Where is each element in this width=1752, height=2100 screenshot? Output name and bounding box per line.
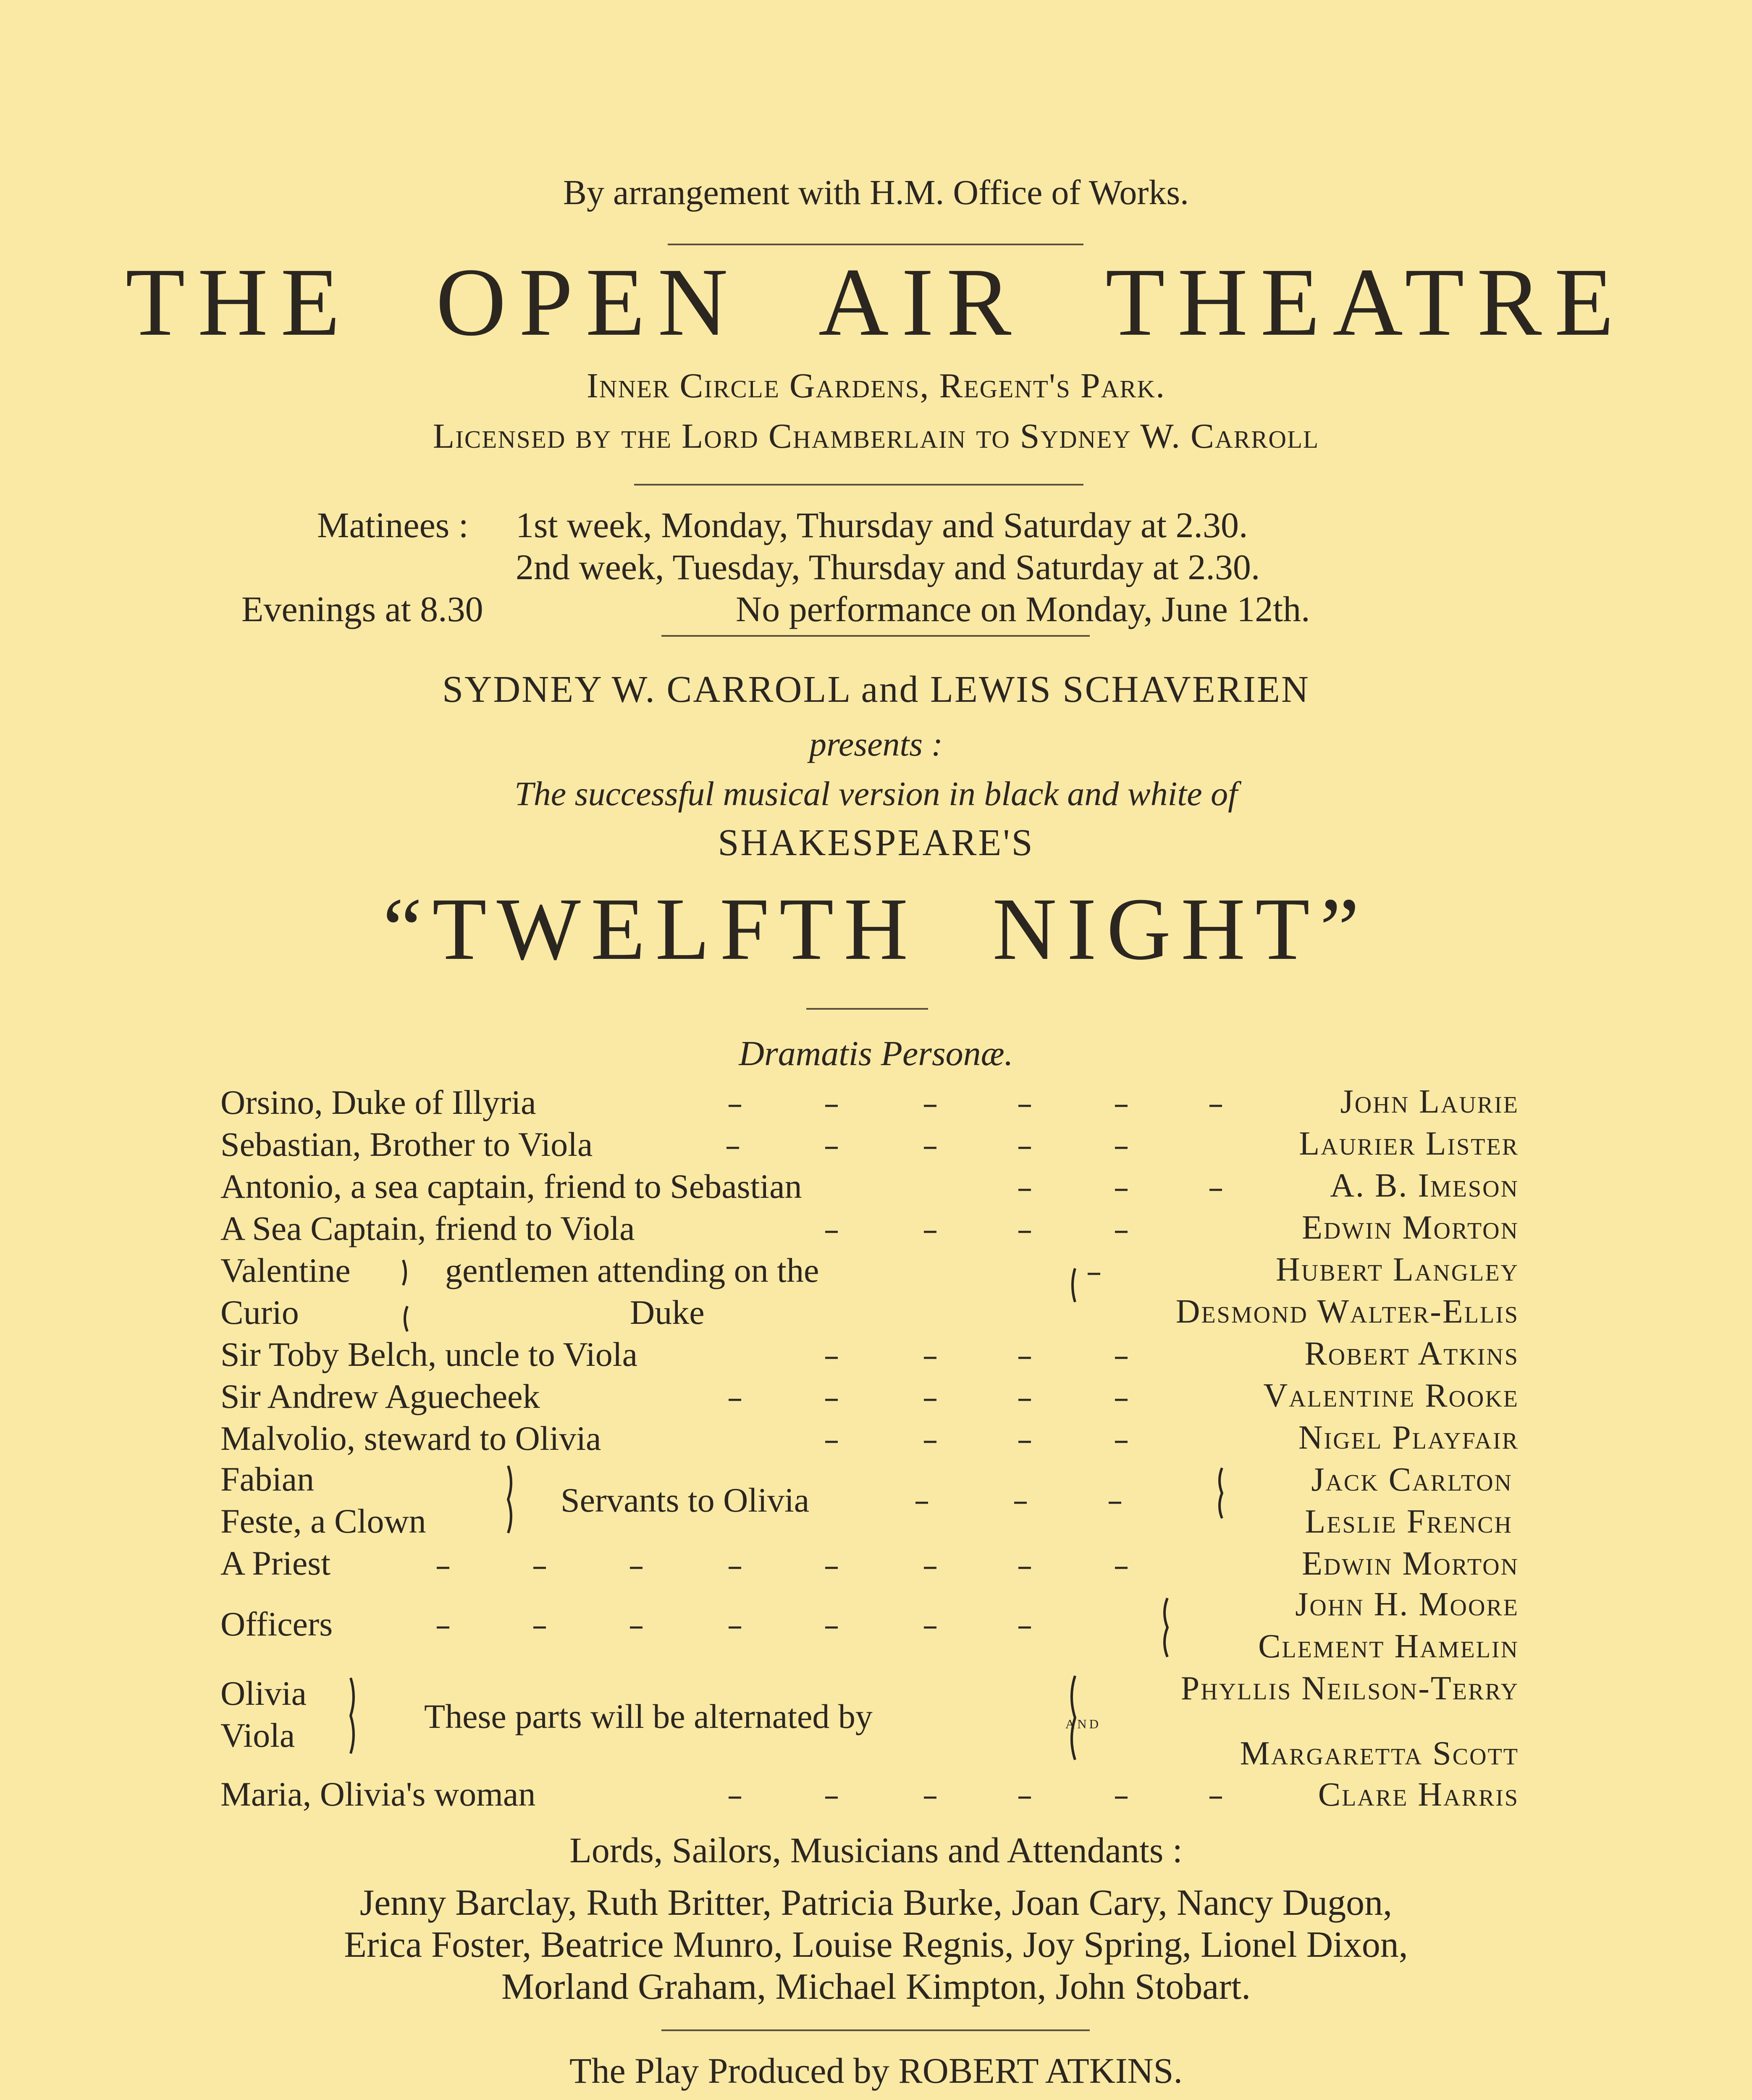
actor-sir-toby: Robert Atkins <box>1304 1335 1519 1372</box>
producer-credit: The Play Produced by ROBERT ATKINS. <box>569 2050 1183 2091</box>
actor-malvolio: Nigel Playfair <box>1298 1419 1519 1456</box>
role-antonio: Antonio, a sea captain, friend to Sebastian <box>220 1167 802 1205</box>
gentlemen-note-duke: Duke <box>630 1293 705 1331</box>
actor-officers-2: Clement Hamelin <box>1258 1628 1519 1665</box>
play-title: “TWELFTH NIGHT” <box>383 879 1369 978</box>
role-sea-captain: A Sea Captain, friend to Viola <box>220 1209 635 1247</box>
role-curio: Curio <box>220 1293 299 1331</box>
role-sir-andrew: Sir Andrew Aguecheek <box>220 1377 540 1415</box>
role-malvolio: Malvolio, steward to Olivia <box>220 1419 601 1457</box>
actor-sebastian: Laurier Lister <box>1299 1125 1519 1162</box>
tagline: The successful musical version in black and white of <box>514 774 1238 813</box>
role-maria: Maria, Olivia's woman <box>220 1775 536 1813</box>
dramatis-personae-heading: Dramatis Personæ. <box>739 1034 1013 1073</box>
producers-line: SYDNEY W. CARROLL and LEWIS SCHAVERIEN <box>442 669 1310 710</box>
role-sebastian: Sebastian, Brother to Viola <box>220 1125 593 1163</box>
gentlemen-note: gentlemen attending on the <box>445 1251 819 1289</box>
role-feste: Feste, a Clown <box>220 1502 426 1540</box>
ensemble-line-1: Jenny Barclay, Ruth Britter, Patricia Burke, Joan Cary, Nancy Dugon, <box>359 1882 1393 1923</box>
ensemble-line-3: Morland Graham, Michael Kimpton, John Stobart. <box>501 1966 1251 2007</box>
no-performance-note: No performance on Monday, June 12th. <box>736 589 1310 629</box>
actor-viola: Margaretta Scott <box>1240 1735 1519 1772</box>
actor-curio: Desmond Walter-Ellis <box>1175 1293 1519 1330</box>
actor-officers-1: John H. Moore <box>1295 1586 1519 1623</box>
actor-olivia: Phyllis Neilson-Terry <box>1180 1670 1519 1707</box>
actor-sir-andrew: Valentine Rooke <box>1263 1377 1519 1414</box>
role-sir-toby: Sir Toby Belch, uncle to Viola <box>220 1335 637 1373</box>
license-text: Licensed by the Lord Chamberlain to Sydney W. Carroll <box>433 417 1319 456</box>
location-line: Inner Circle Gardens, Regent's Park. <box>586 366 1166 405</box>
matinees-label: Matinees : <box>317 505 469 545</box>
actor-sea-captain: Edwin Morton <box>1302 1209 1519 1246</box>
role-officers: Officers <box>220 1605 333 1643</box>
ensemble-line-2: Erica Foster, Beatrice Munro, Louise Regnis, Joy Spring, Lionel Dixon, <box>344 1924 1408 1965</box>
actor-antonio: A. B. Imeson <box>1330 1167 1519 1204</box>
week2-schedule: 2nd week, Tuesday, Thursday and Saturday at 2.30. <box>516 547 1260 587</box>
actor-fabian: Jack Carlton <box>1311 1461 1513 1498</box>
role-orsino: Orsino, Duke of Illyria <box>220 1083 536 1121</box>
week1-schedule: 1st week, Monday, Thursday and Saturday at 2.30. <box>516 505 1248 545</box>
divider-rule <box>661 2029 1090 2031</box>
theatre-title: THE OPEN AIR THEATRE <box>125 248 1627 356</box>
role-fabian: Fabian <box>220 1460 315 1498</box>
role-viola: Viola <box>220 1716 295 1754</box>
presents-line: presents : <box>809 725 943 763</box>
and-word: and <box>1065 1712 1101 1732</box>
actor-feste: Leslie French <box>1305 1503 1513 1540</box>
role-priest: A Priest <box>220 1544 330 1582</box>
ensemble-heading: Lords, Sailors, Musicians and Attendants : <box>569 1830 1183 1870</box>
actor-priest: Edwin Morton <box>1302 1545 1519 1582</box>
actor-maria: Clare Harris <box>1318 1776 1519 1813</box>
role-valentine: Valentine <box>220 1251 351 1289</box>
role-olivia: Olivia <box>220 1674 307 1712</box>
alternate-note: These parts will be alternated by <box>424 1697 873 1735</box>
actor-orsino: John Laurie <box>1340 1083 1519 1120</box>
author-line: SHAKESPEARE'S <box>718 822 1034 864</box>
servants-note: Servants to Olivia <box>561 1481 810 1519</box>
arrangement-line: By arrangement with H.M. Office of Works. <box>563 173 1189 212</box>
actor-valentine: Hubert Langley <box>1275 1251 1519 1288</box>
evenings-schedule: Evenings at 8.30 <box>241 589 483 629</box>
